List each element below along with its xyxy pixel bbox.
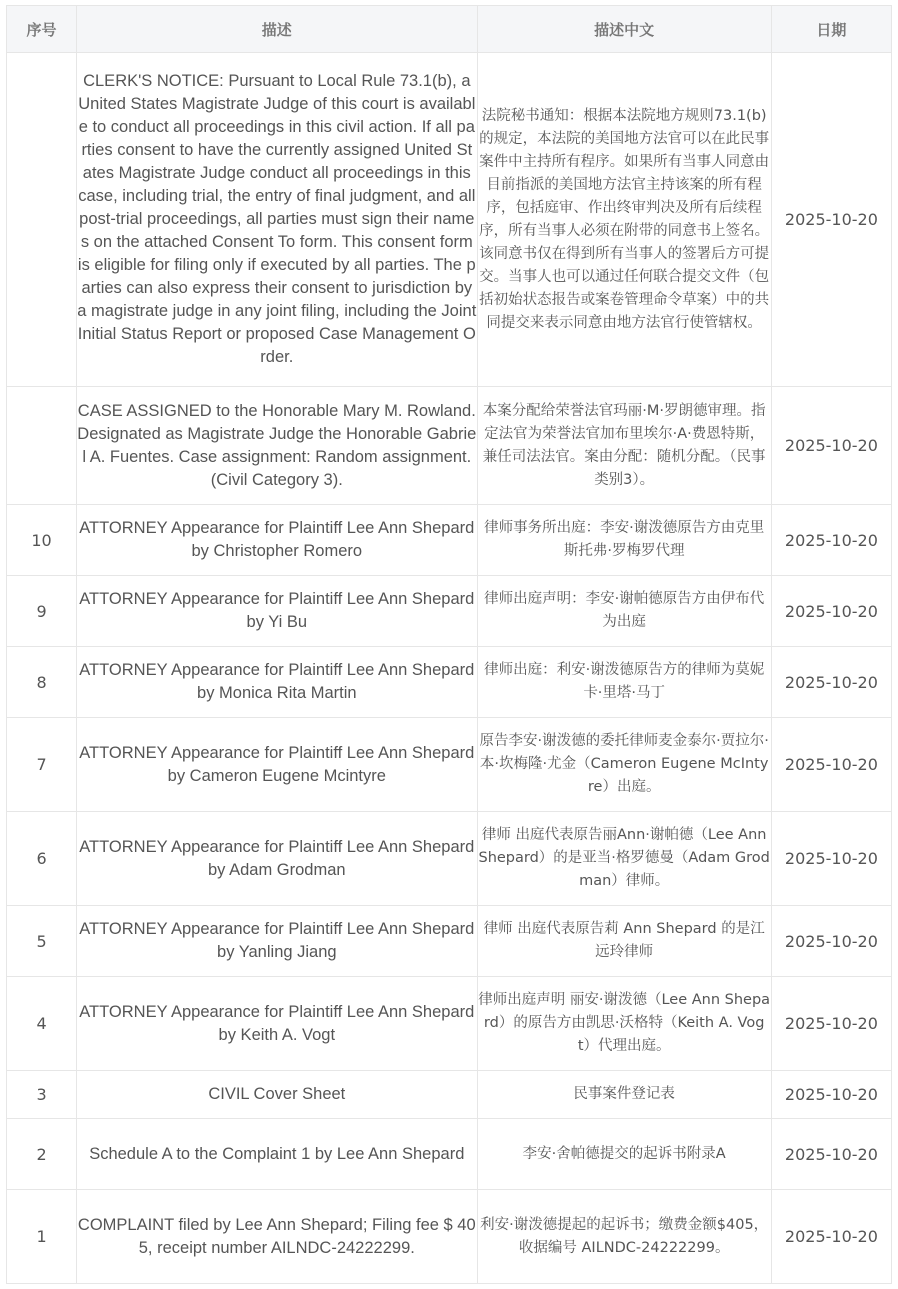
- row-description-zh: 本案分配给荣誉法官玛丽·M·罗朗德审理。指定法官为荣誉法官加布里埃尔·A·费恩特斯，兼任司法法官。案由分配：随机分配。（民事类别3）。: [477, 387, 771, 505]
- header-seq: 序号: [7, 6, 77, 53]
- row-date: 2025-10-20: [771, 977, 891, 1071]
- row-description-zh: 律师 出庭代表原告丽Ann·谢帕德（Lee Ann Shepard）的是亚当·格罗德曼（Adam Grodman）律师。: [477, 812, 771, 906]
- row-description-zh: 律师出庭声明：李安·谢帕德原告方由伊布代为出庭: [477, 576, 771, 647]
- row-seq: 4: [7, 977, 77, 1071]
- table-row: [7, 53, 892, 387]
- table-row: [7, 906, 892, 977]
- row-date: 2025-10-20: [771, 505, 891, 576]
- row-description-zh: 李安·舍帕德提交的起诉书附录A: [477, 1119, 771, 1190]
- row-description: ATTORNEY Appearance for Plaintiff Lee Ann Shepard by Christopher Romero: [77, 505, 477, 576]
- row-date: 2025-10-20: [771, 1071, 891, 1119]
- row-seq: 5: [7, 906, 77, 977]
- row-date: 2025-10-20: [771, 812, 891, 906]
- row-date: 2025-10-20: [771, 387, 891, 505]
- row-description-zh: 律师事务所出庭：李安·谢泼德原告方由克里斯托弗·罗梅罗代理: [477, 505, 771, 576]
- table-row: [7, 718, 892, 812]
- table-row: [7, 647, 892, 718]
- row-date: 2025-10-20: [771, 1119, 891, 1190]
- table-row: [7, 387, 892, 505]
- table-row: [7, 812, 892, 906]
- row-description-zh: 律师出庭：利安·谢泼德原告方的律师为莫妮卡·里塔·马丁: [477, 647, 771, 718]
- table-row: [7, 1190, 892, 1284]
- row-description-zh: 利安·谢泼德提起的起诉书；缴费金额$405，收据编号 AILNDC-24222299。: [477, 1190, 771, 1284]
- table-row: [7, 1119, 892, 1190]
- row-description-zh: 民事案件登记表: [477, 1071, 771, 1119]
- row-description: ATTORNEY Appearance for Plaintiff Lee Ann Shepard by Keith A. Vogt: [77, 977, 477, 1071]
- row-seq: 1: [7, 1190, 77, 1284]
- row-date: 2025-10-20: [771, 647, 891, 718]
- row-description: ATTORNEY Appearance for Plaintiff Lee Ann Shepard by Cameron Eugene Mcintyre: [77, 718, 477, 812]
- row-seq: 6: [7, 812, 77, 906]
- row-description-zh: 律师出庭声明 丽安·谢泼德（Lee Ann Shepard）的原告方由凯思·沃格特（Keith A. Vogt）代理出庭。: [477, 977, 771, 1071]
- row-seq: 3: [7, 1071, 77, 1119]
- row-description-text: CLERK'S NOTICE: Pursuant to Local Rule 73.1(b), a United States Magistrate Judge of this court is available to conduct all proceedings in this civil action. If all parties consent to have the currently assigned United States Magistrate Judge conduct all proceedings in this case, including trial, the entry of final judgment, and all post-trial proceedings, all parties must sign their names on the attached Consent To form. This consent form is eligible for filing only if executed by all parties. The parties can also express their consent to jurisdiction by a magistrate judge in any joint filing, including the Joint Initial Status Report or proposed Case Management Order.: [77, 71, 477, 366]
- row-seq: [7, 387, 77, 505]
- row-seq: 9: [7, 576, 77, 647]
- row-description: Schedule A to the Complaint 1 by Lee Ann Shepard: [77, 1119, 477, 1190]
- header-date: 日期: [771, 6, 891, 53]
- row-description: CASE ASSIGNED to the Honorable Mary M. Rowland. Designated as Magistrate Judge the Honorable Gabriel A. Fuentes. Case assignment: Random assignment. (Civil Category 3).: [77, 387, 477, 505]
- row-description-zh: 律师 出庭代表原告莉 Ann Shepard 的是江远玲律师: [477, 906, 771, 977]
- row-seq: 8: [7, 647, 77, 718]
- row-description: ATTORNEY Appearance for Plaintiff Lee Ann Shepard by Adam Grodman: [77, 812, 477, 906]
- row-seq: 7: [7, 718, 77, 812]
- row-seq: [7, 53, 77, 387]
- row-date: 2025-10-20: [771, 576, 891, 647]
- table-row: [7, 505, 892, 576]
- table-header-row: [7, 6, 892, 53]
- row-description-zh: 原告李安·谢泼德的委托律师麦金泰尔·贾拉尔·本·坎梅隆·尤金（Cameron Eugene McIntyre）出庭。: [477, 718, 771, 812]
- row-description: ATTORNEY Appearance for Plaintiff Lee Ann Shepard by Monica Rita Martin: [77, 647, 477, 718]
- row-date: 2025-10-20: [771, 718, 891, 812]
- row-seq: 2: [7, 1119, 77, 1190]
- row-date: 2025-10-20: [771, 53, 891, 387]
- row-date: 2025-10-20: [771, 906, 891, 977]
- docket-table: [6, 5, 892, 1284]
- table-row: [7, 576, 892, 647]
- row-description-zh: 法院秘书通知：根据本法院地方规则73.1(b)的规定，本法院的美国地方法官可以在此民事案件中主持所有程序。如果所有当事人同意由目前指派的美国地方法官主持该案的所有程序，包括庭审、作出终审判决及所有后续程序，所有当事人必须在附带的同意书上签名。该同意书仅在得到所有当事人的签署后方可提交。当事人也可以通过任何联合提交文件（包括初始状态报告或案卷管理命令草案）中的共同提交来表示同意由地方法官行使管辖权。: [477, 53, 771, 387]
- row-description: CIVIL Cover Sheet: [77, 1071, 477, 1119]
- header-description-zh: 描述中文: [477, 6, 771, 53]
- table-row: [7, 977, 892, 1071]
- row-seq: 10: [7, 505, 77, 576]
- table-row: [7, 1071, 892, 1119]
- row-description: ATTORNEY Appearance for Plaintiff Lee Ann Shepard by Yanling Jiang: [77, 906, 477, 977]
- row-description: ATTORNEY Appearance for Plaintiff Lee Ann Shepard by Yi Bu: [77, 576, 477, 647]
- row-description-clip: [77, 70, 476, 370]
- docket-table-container: [6, 5, 892, 1284]
- row-date: 2025-10-20: [771, 1190, 891, 1284]
- row-description: [77, 53, 477, 387]
- row-description: COMPLAINT filed by Lee Ann Shepard; Filing fee $ 405, receipt number AILNDC-24222299.: [77, 1190, 477, 1284]
- header-description: 描述: [77, 6, 477, 53]
